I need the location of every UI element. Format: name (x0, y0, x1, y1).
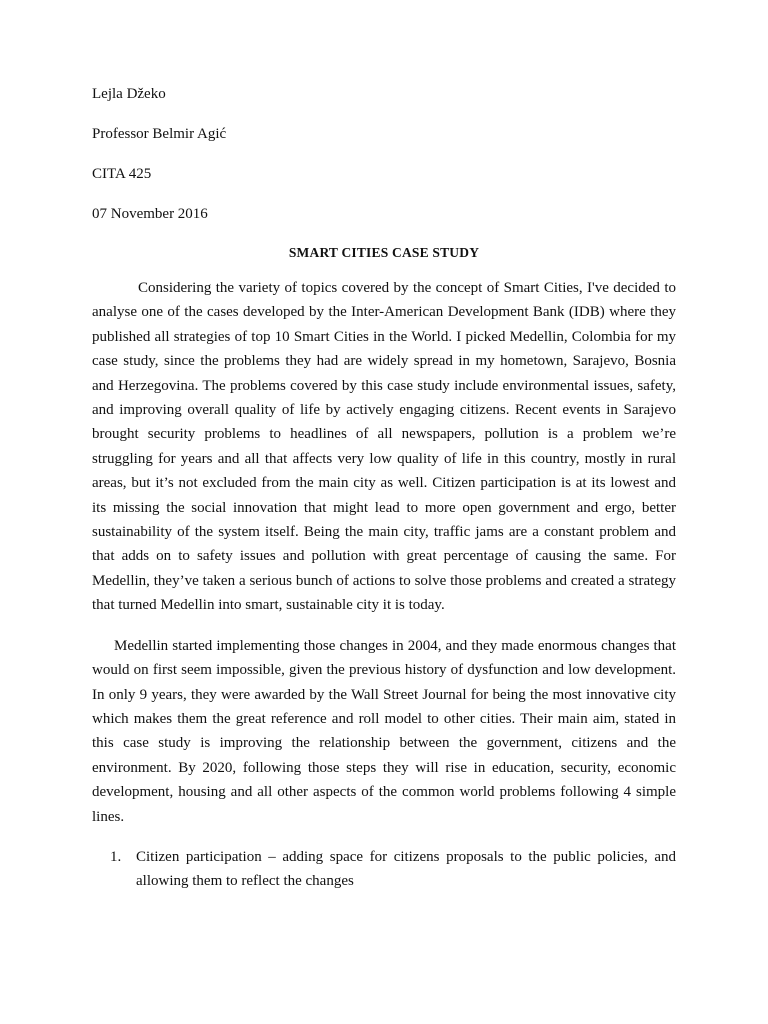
paragraph-2: Medellin started implementing those changes in 2004, and they made enormous changes that would on first seem impossible, given the previous history of dysfunction and low development. In only 9 years, they were awarded by the Wall Street Journal for being the most innovative city which makes them the great reference and roll model to other cities. Their main aim, stated in this case study is improving the relationship between the government, citizens and the environment. By 2020, following those steps they will rise in education, security, economic development, housing and all other aspects of the common world problems following 4 simple lines. (92, 637, 676, 825)
list-item (92, 845, 676, 894)
document-page (92, 84, 676, 894)
document-date: 07 November 2016 (92, 206, 208, 222)
list-item-number: 1. (110, 848, 122, 865)
paragraph-1: Considering the variety of topics covered by the concept of Smart Cities, I've decided to analyse one of the cases developed by the Inter-American Development Bank (IDB) where they published all strategies of top 10 Smart Cities in the World. I picked Medellin, Colombia for my case study, since the problems they had are widely spread in my hometown, Sarajevo, Bosnia and Herzegovina. The problems covered by this case study include environmental issues, safety, and improving overall quality of life by actively engaging citizens. Recent events in Sarajevo brought security problems to headlines of all newspapers, pollution is a problem we’re struggling for years and all that affects very low quality of life in this country, mostly in rural areas, but it’s not excluded from the main city as well. Citizen participation is at its lowest and its missing the social innovation that might lead to more open government and ergo, better sustainability of the system itself. Being the main city, traffic jams are a constant problem and that adds on to safety issues and pollution with great percentage of causing the same. For Medellin, they’ve taken a serious bunch of actions to solve those problems and created a strategy that turned Medellin into smart, sustainable city it is today. (92, 280, 676, 614)
professor-name: Professor Belmir Agić (92, 126, 227, 142)
author-name: Lejla Džeko (92, 86, 166, 102)
numbered-list (92, 845, 676, 894)
course-code: CITA 425 (92, 166, 152, 182)
list-item-text: Citizen participation – adding space for citizens proposals to the public policies, and allowing them to reflect the changes (136, 848, 676, 890)
document-title: SMART CITIES CASE STUDY (288, 245, 480, 260)
